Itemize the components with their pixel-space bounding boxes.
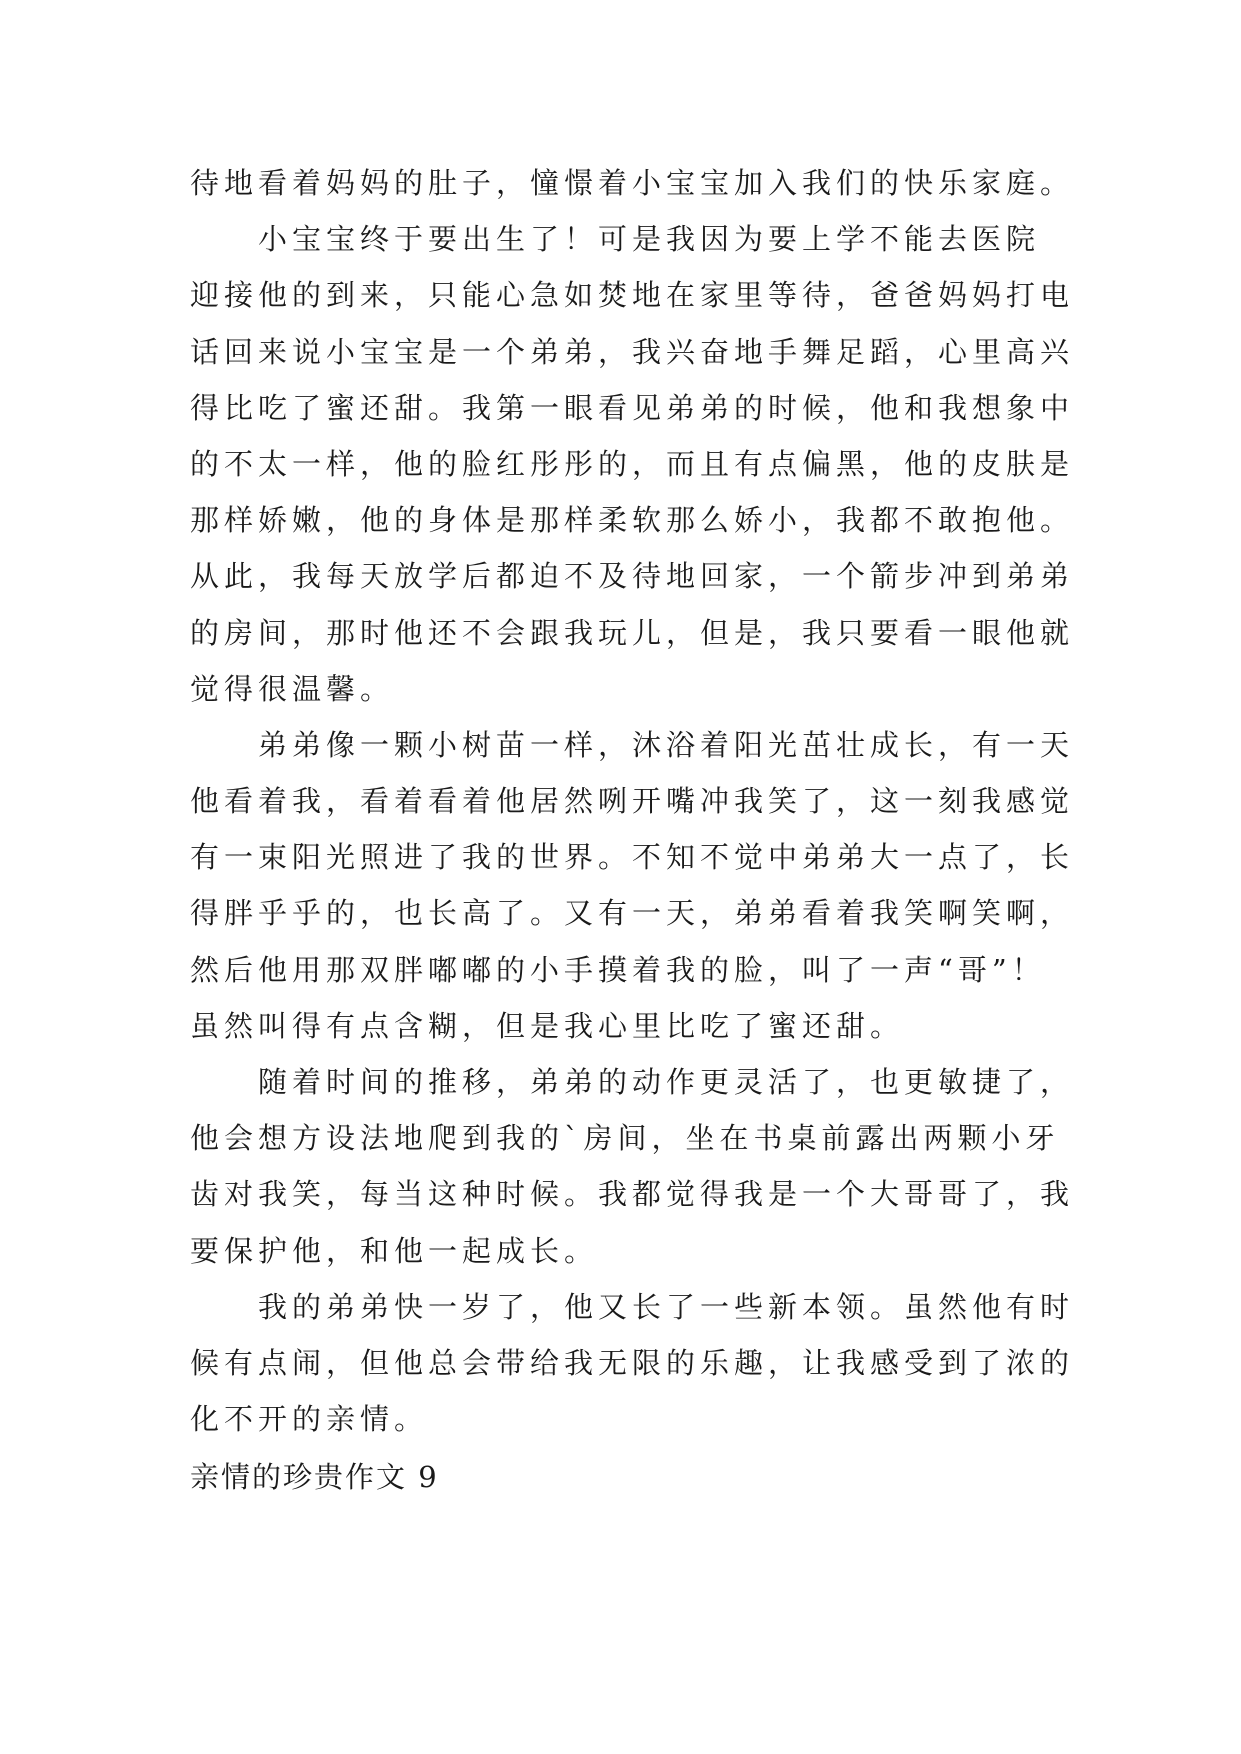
text-line: 他看着我，看着看着他居然咧开嘴冲我笑了，这一刻我感觉	[190, 784, 1075, 819]
text-line: 小宝宝终于要出生了！可是我因为要上学不能去医院	[258, 222, 1041, 257]
text-line: 我的弟弟快一岁了，他又长了一些新本领。虽然他有时	[258, 1289, 1075, 1324]
text-line: 候有点闹，但他总会带给我无限的乐趣，让我感受到了浓的	[190, 1345, 1075, 1380]
text-line: 他会想方设法地爬到我的`房间，坐在书桌前露出两颗小牙	[190, 1121, 1060, 1156]
text-line: 化不开的亲情。	[190, 1402, 429, 1437]
text-line: 从此，我每天放学后都迫不及待地回家，一个箭步冲到弟弟	[190, 559, 1075, 594]
text-line: 那样娇嫩，他的身体是那样柔软那么娇小，我都不敢抱他。	[190, 503, 1075, 538]
text-line: 的不太一样，他的脸红彤彤的，而且有点偏黑，他的皮肤是	[190, 446, 1075, 481]
section-heading: 亲情的珍贵作文 9	[190, 1460, 439, 1495]
text-line: 得比吃了蜜还甜。我第一眼看见弟弟的时候，他和我想象中	[190, 390, 1075, 425]
text-line: 有一束阳光照进了我的世界。不知不觉中弟弟大一点了，长	[190, 840, 1075, 875]
text-line: 要保护他，和他一起成长。	[190, 1233, 599, 1268]
text-line: 觉得很温馨。	[190, 671, 395, 706]
text-line: 然后他用那双胖嘟嘟的小手摸着我的脸，叫了一声“哥”！	[190, 952, 1046, 987]
text-line: 话回来说小宝宝是一个弟弟，我兴奋地手舞足蹈，心里高兴	[190, 334, 1075, 369]
text-line: 虽然叫得有点含糊，但是我心里比吃了蜜还甜。	[190, 1008, 905, 1043]
text-line: 齿对我笑，每当这种时候。我都觉得我是一个大哥哥了，我	[190, 1177, 1075, 1212]
text-line: 随着时间的推移，弟弟的动作更灵活了，也更敏捷了，	[258, 1065, 1075, 1099]
text-line: 的房间，那时他还不会跟我玩儿，但是，我只要看一眼他就	[190, 615, 1075, 650]
document-page	[190, 155, 1090, 1506]
text-line: 弟弟像一颗小树苗一样，沐浴着阳光茁壮成长，有一天	[258, 727, 1075, 762]
text-line: 迎接他的到来，只能心急如焚地在家里等待，爸爸妈妈打电	[190, 278, 1075, 313]
text-line: 待地看着妈妈的肚子，憧憬着小宝宝加入我们的快乐家庭。	[190, 166, 1075, 200]
text-line: 得胖乎乎的，也长高了。又有一天，弟弟看着我笑啊笑啊，	[190, 896, 1075, 931]
